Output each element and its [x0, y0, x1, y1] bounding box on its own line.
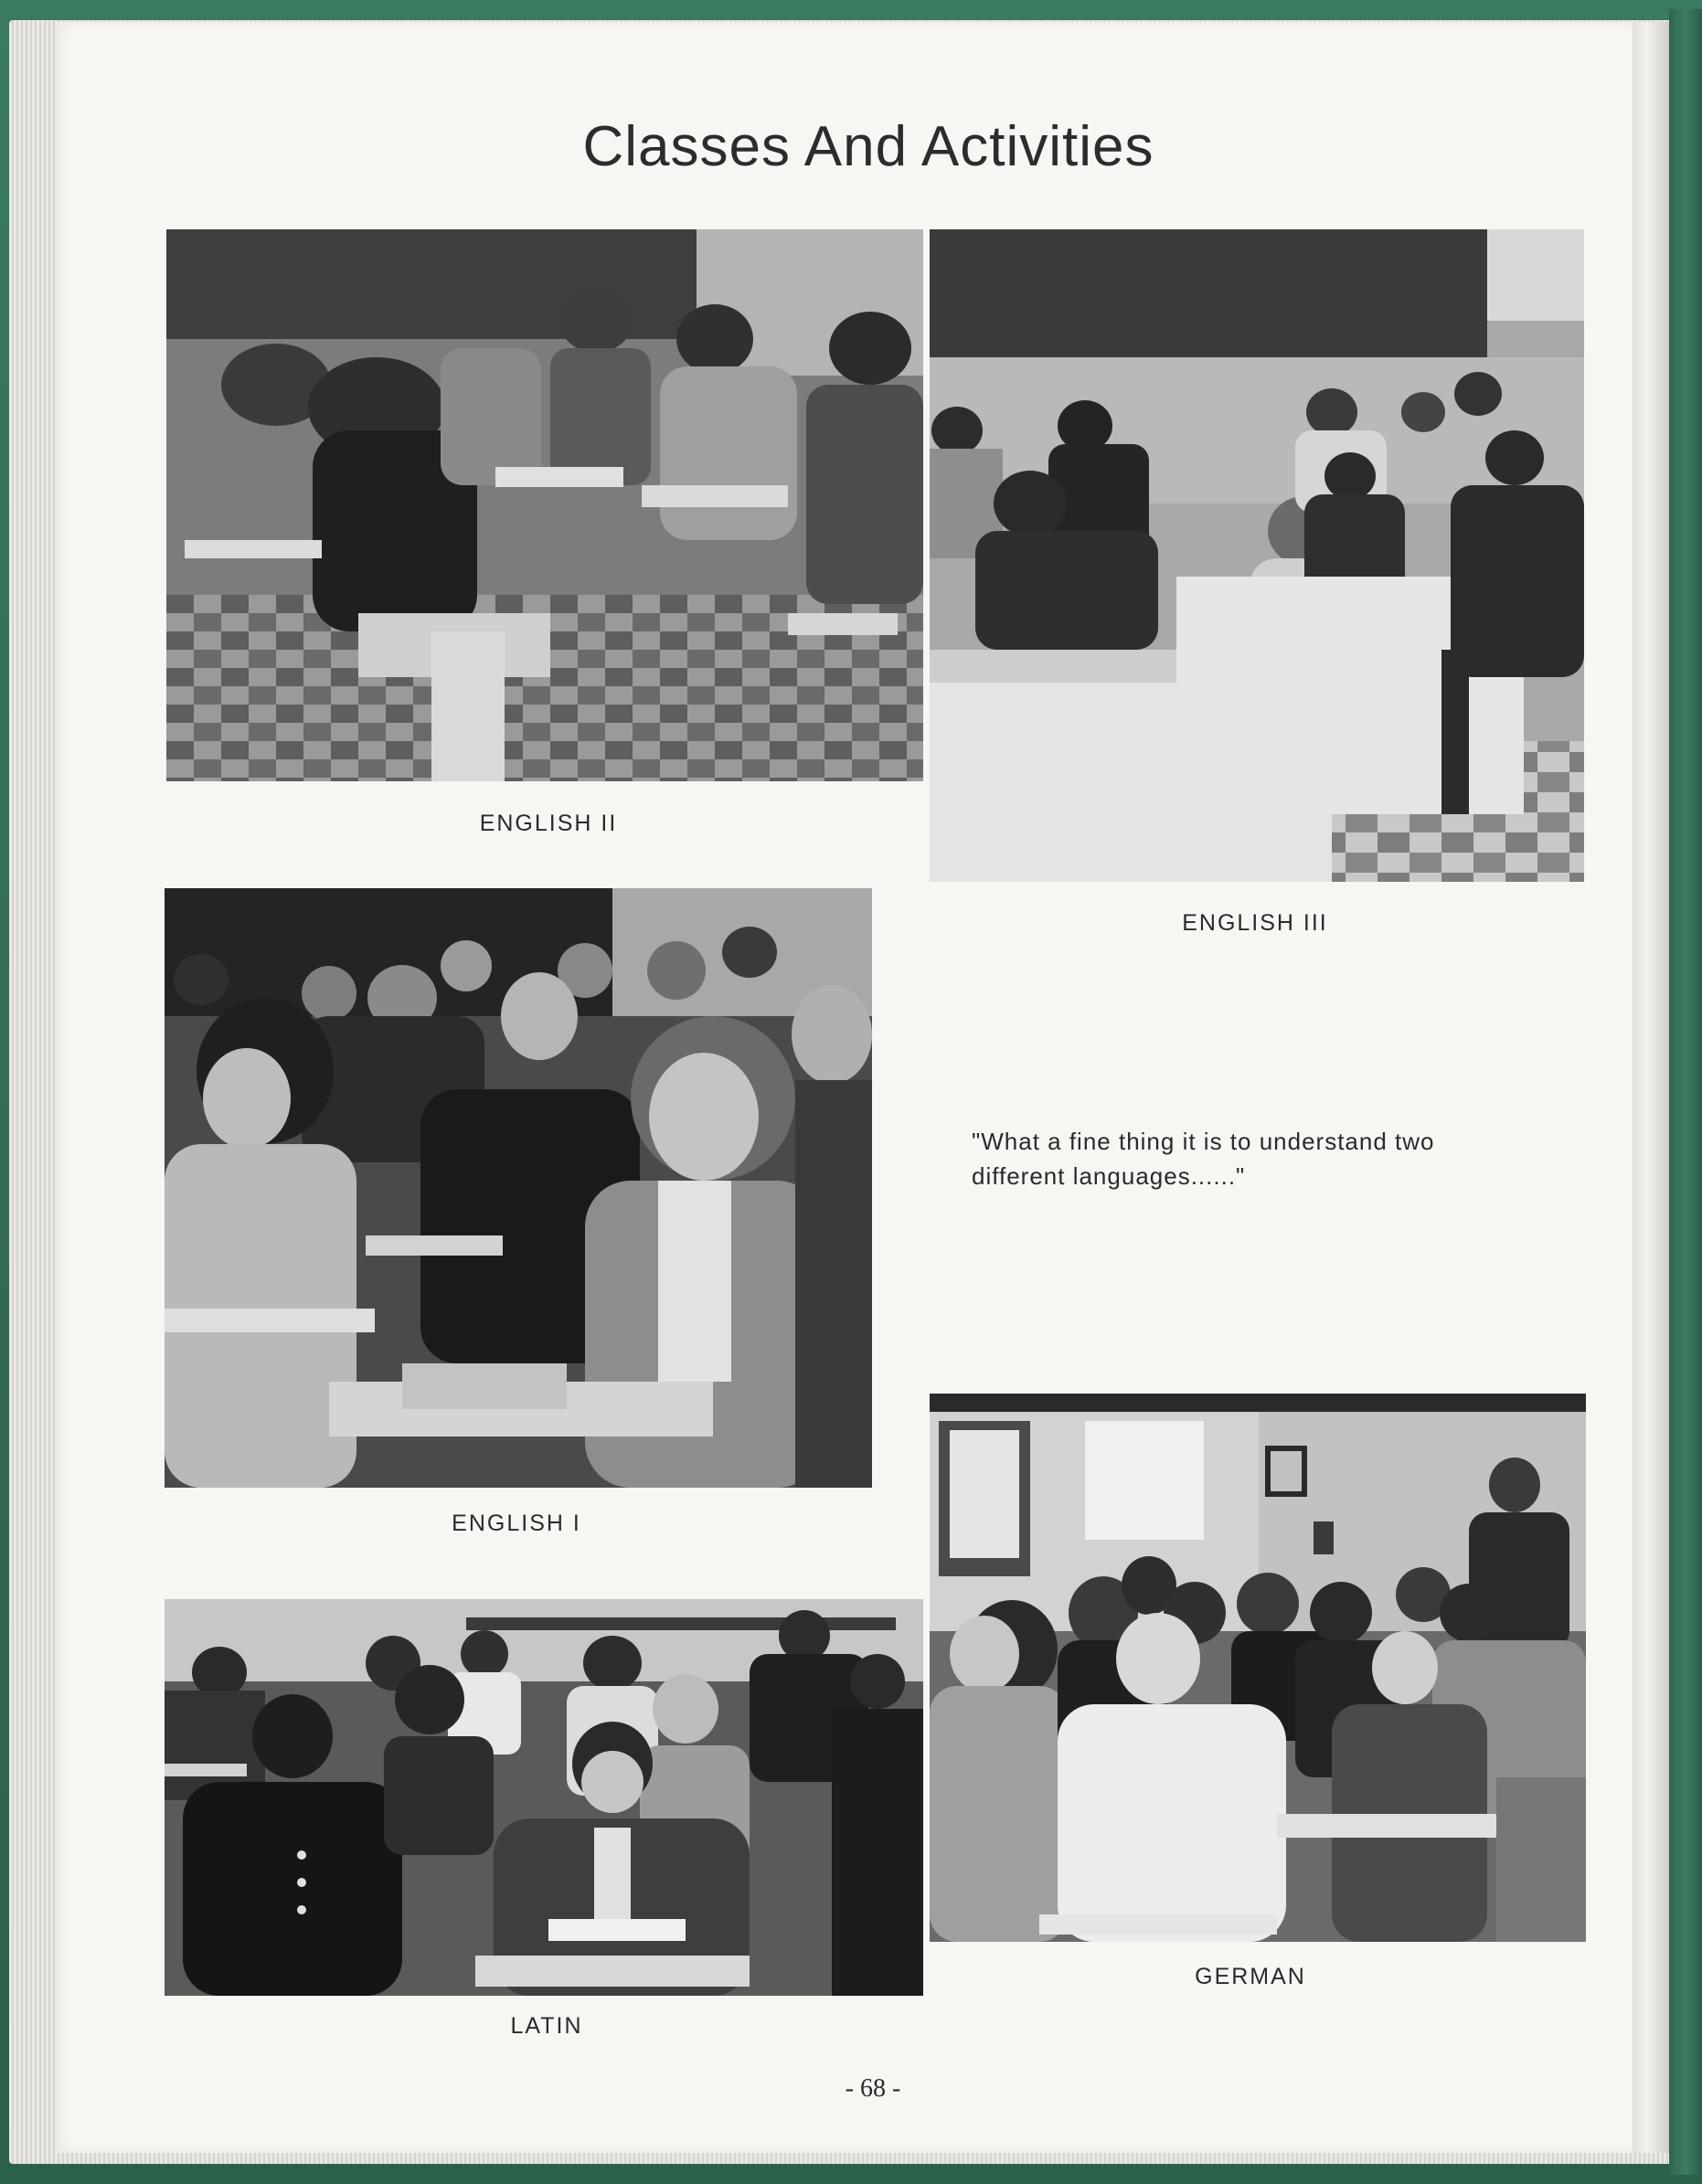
photo-english-i [165, 888, 872, 1488]
cover-spine-edge [1669, 9, 1702, 2175]
photo-latin [165, 1599, 923, 1996]
caption-latin: LATIN [510, 2013, 583, 2039]
photo-english-ii [166, 229, 923, 781]
facing-page-edge [1633, 22, 1669, 2153]
caption-english-iii: ENGLISH III [1182, 910, 1328, 936]
page-title: Classes And Activities [582, 115, 1154, 178]
photo-english-iii [930, 229, 1584, 882]
caption-english-i: ENGLISH I [452, 1511, 581, 1536]
quote-text: "What a fine thing it is to understand two different languages......" [972, 1128, 1435, 1190]
caption-german: GERMAN [1195, 1964, 1306, 1989]
page-number: - 68 - [845, 2074, 901, 2103]
caption-english-ii: ENGLISH II [479, 811, 618, 836]
photo-german [930, 1394, 1586, 1942]
